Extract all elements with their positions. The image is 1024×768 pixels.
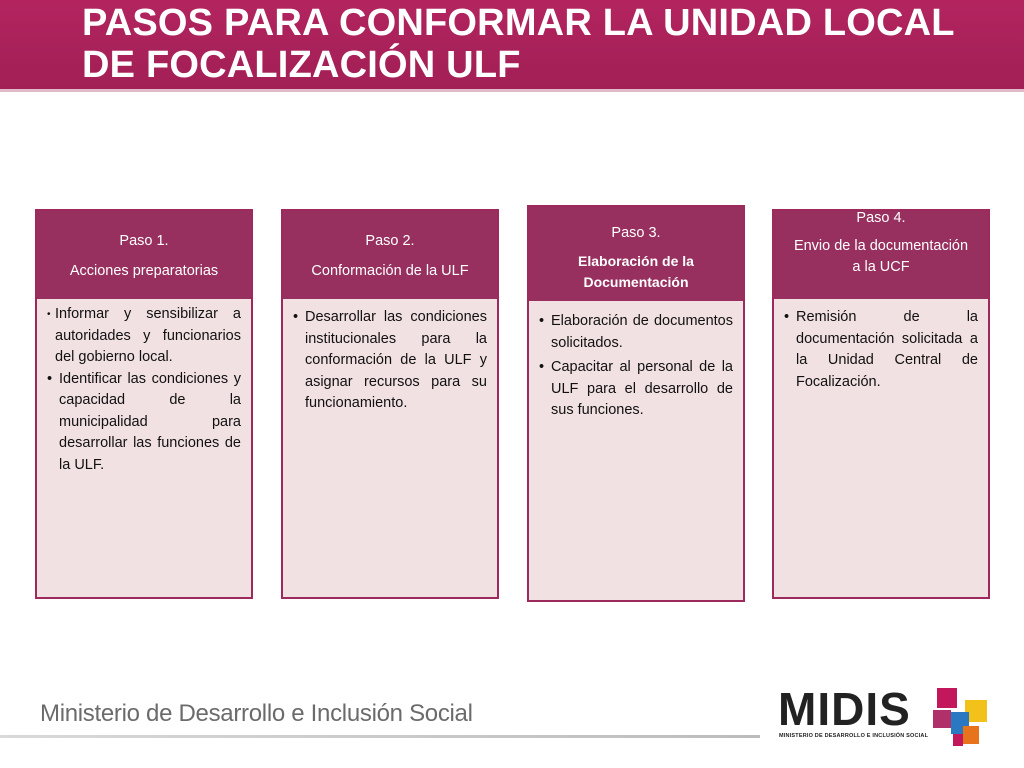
step-card-1 <box>35 209 253 599</box>
step-label: Paso 3. <box>611 225 661 241</box>
list-item <box>293 307 487 415</box>
midis-logo-icon <box>931 684 993 748</box>
step-name: Conformación de la ULF <box>311 263 469 279</box>
bullet: • <box>47 370 53 387</box>
step-card-1-body <box>37 299 251 482</box>
midis-logo-text: MIDIS <box>778 683 911 735</box>
title-banner <box>0 0 1024 92</box>
midis-logo-subtitle: MINISTERIO DE DESARROLLO E INCLUSIÓN SOCIAL <box>779 733 929 739</box>
page-title-line-2: DE FOCALIZACIÓN ULF <box>82 44 521 86</box>
list-item <box>539 311 733 354</box>
page-title <box>82 2 1012 86</box>
step-card-3 <box>527 205 745 602</box>
list-item <box>47 369 241 477</box>
bullet-text: Remisión de la documentación solicitada a la Unidad Central de Focalización. <box>796 309 978 390</box>
step-name: Envio de la documentación a la UCF <box>793 238 969 275</box>
ministry-name: Ministerio de Desarrollo e Inclusión Social <box>40 700 473 727</box>
page-title-line-1: PASOS PARA CONFORMAR LA UNIDAD LOCAL <box>82 2 955 44</box>
step-card-3-header <box>529 207 743 301</box>
step-card-4-body <box>774 299 988 399</box>
bullet: • <box>539 313 545 329</box>
step-label: Paso 1. <box>119 233 169 249</box>
step-card-2-body <box>283 299 497 421</box>
step-label: Paso 2. <box>365 233 415 249</box>
step-name: Acciones preparatorias <box>69 263 219 279</box>
bullet: • <box>293 309 299 325</box>
list-item <box>784 307 978 393</box>
step-card-2 <box>281 209 499 599</box>
step-card-1-header <box>37 211 251 299</box>
step-card-2-header <box>283 211 497 299</box>
bullet-text: Capacitar al personal de la ULF para el desarrollo de sus funciones. <box>551 359 733 418</box>
list-item <box>47 304 241 369</box>
logo-square-orange <box>963 726 979 744</box>
step-card-3-body <box>529 301 743 428</box>
bullet-text: Desarrollar las condiciones institucionales para la conformación de la ULF y asignar recursos para su funcionamiento. <box>305 309 487 411</box>
logo-square-magenta-left <box>933 710 951 728</box>
bullet-text: Elaboración de documentos solicitados. <box>551 313 733 351</box>
logo-square-magenta-top <box>937 688 957 708</box>
step-card-4 <box>772 209 990 599</box>
list-item <box>539 357 733 422</box>
bullet-text: Informar y sensibilizar a autoridades y funcionarios del gobierno local. <box>55 306 241 365</box>
footer-divider <box>0 735 760 738</box>
bullet: • <box>539 359 545 375</box>
bullet-text: Identificar las condiciones y capacidad de la municipalidad para desarrollar las funciones de la ULF. <box>59 370 241 473</box>
step-card-4-header <box>774 211 988 299</box>
step-label: Paso 4. <box>856 211 906 226</box>
bullet: • <box>784 309 790 325</box>
step-name: Elaboración de la Documentación <box>578 253 694 290</box>
logo-square-magenta-small <box>953 734 963 746</box>
bullet: • <box>47 309 51 320</box>
